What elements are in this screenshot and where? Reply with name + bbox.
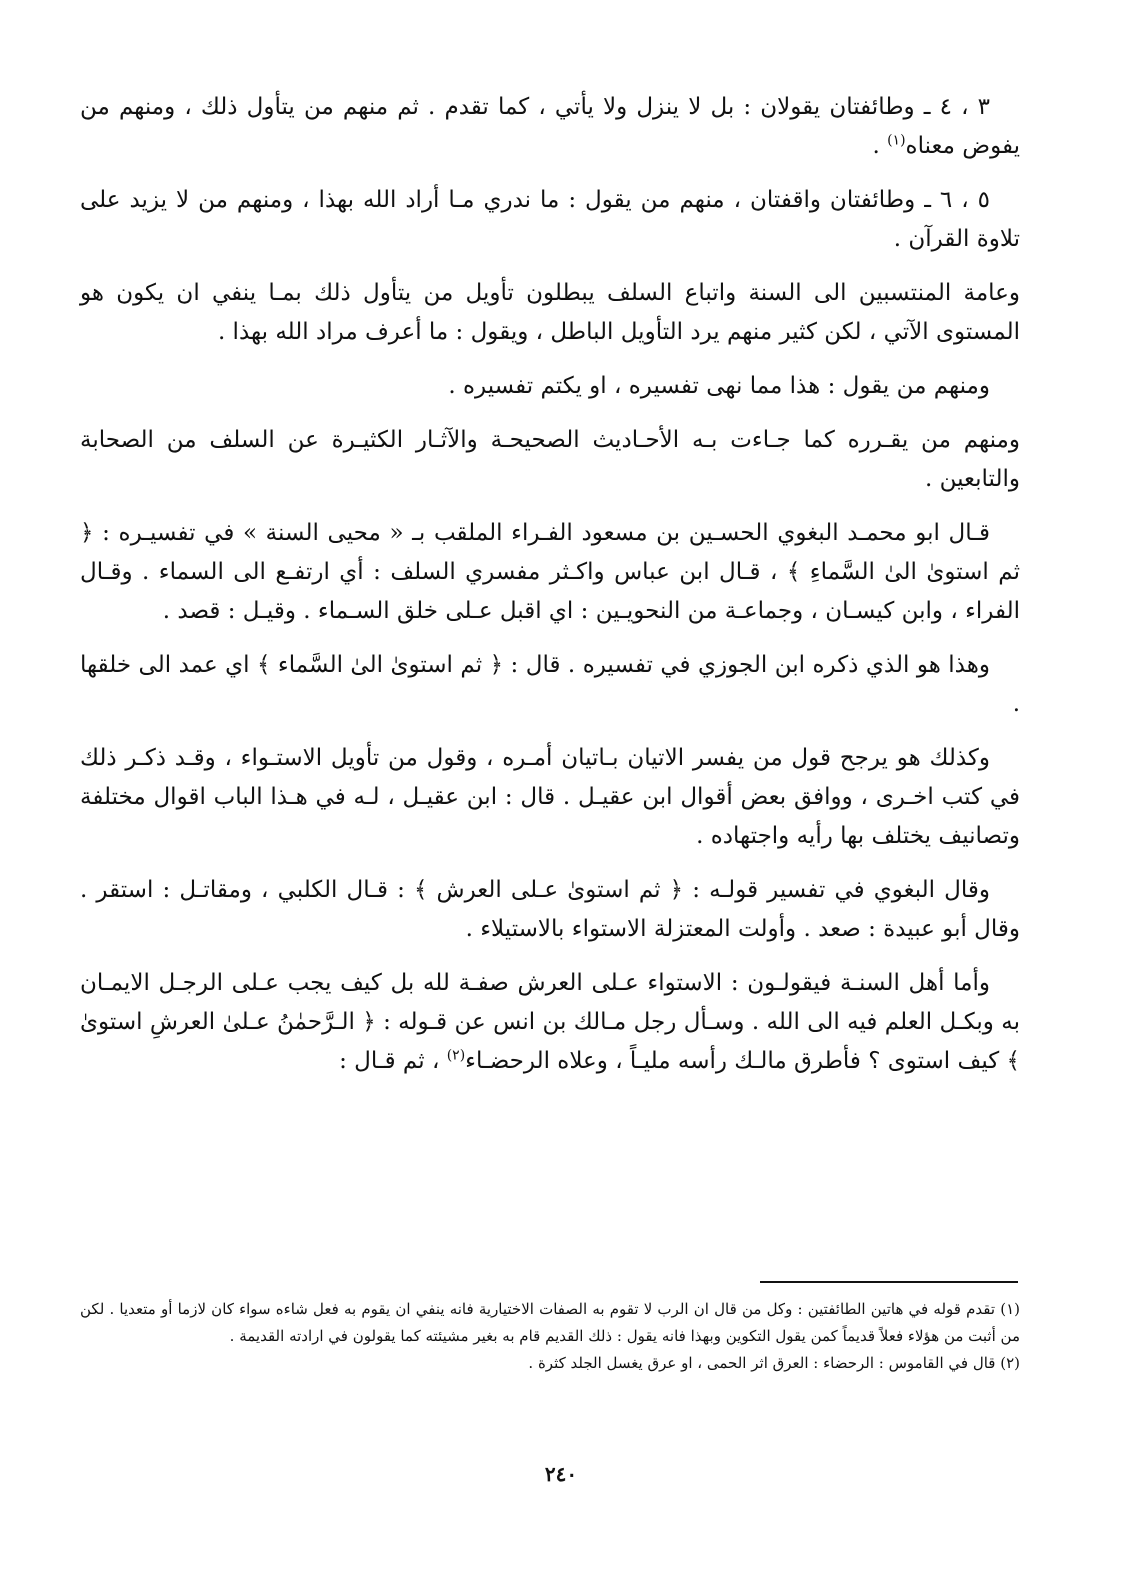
footnote-marker-1[interactable]: (١) — [887, 132, 906, 149]
paragraph-9: وقال البغوي في تفسير قولـه : ﴿ ثم استوىٰ عـلى العرش ﴾ : قـال الكلبي ، ومقاتـل : استقر . وقال أبو عبيدة : صعد . وأولت المعتزلة الاستواء بالاستيلاء . — [80, 877, 1020, 942]
footnote-1: (١) تقدم قوله في هاتين الطائفتين : وكل من قال ان الرب لا تقوم به الصفات الاختيارية فانه ينفي ان يقوم به فعل شاءه سواء كان لازما أو متعديا . لكن من أثبت من هؤلاء فعلاً قديماً كمن يقول التكوين وبهذا فانه يقول : ذلك القديم قام به بغير مشيئته كما يقولون في ارادته القديمة . — [80, 1300, 1020, 1345]
paragraph-text: وأما أهل السنـة فيقولـون : الاستواء عـلى العرش صفـة لله بل كيف يجب عـلى الرجـل الايمـان به وبكـل العلم فيه الى الله . وسـأل رجل مـالك بن انس عن قـوله : ﴿ الـرَّحمٰنُ عـلىٰ العرشِ استوىٰ ﴾ كيف استوى ؟ فأطرق مالـك رأسه مليـاً ، وعلاه الرحضـاء — [80, 970, 1020, 1074]
paragraph-10 — [80, 964, 1020, 1081]
paragraph-text: ٣ ، ٤ ـ وطائفتان يقولان : بل لا ينزل ولا يأتي ، كما تقدم . ثم منهم من يتأول ذلك ، ومنهم من يفوض معناه — [80, 94, 1020, 159]
footnote-divider — [760, 1281, 1018, 1283]
paragraph-8: وكذلك هو يرجح قول من يفسر الاتيان بـاتيان أمـره ، وقول من تأويل الاستـواء ، وقـد ذكـر ذلك في كتب اخـرى ، ووافق بعض أقوال ابن عقيـل . قال : ابن عقيـل ، لـه في هـذا الباب اقوال مختلفة وتصانيف يختلف بها رأيه واجتهاده . — [80, 745, 1020, 849]
footnote-marker-2[interactable]: (٢) — [446, 1047, 466, 1064]
paragraph-tail: ، ثم قـال : — [339, 1048, 447, 1074]
paragraph-6: قـال ابو محمـد البغوي الحسـين بن مسعود الفـراء الملقب بـ « محيى السنة » في تفسيـره : ﴿ ثم استوىٰ الىٰ السَّماءِ ﴾ ، قـال ابن عباس واكـثر مفسري السلف : أي ارتفـع الى السماء . وقـال الفراء ، وابن كيسـان ، وجماعـة من النحويـين : اي اقبل عـلى خلق السـماء . وقيـل : قصد . — [80, 520, 1020, 624]
paragraph-tail: . — [872, 133, 888, 159]
body-text — [80, 88, 1020, 1096]
footnote-2: (٢) قال في القاموس : الرحضاء : العرق اثر الحمى ، او عرق يغسل الجلد كثرة . — [528, 1354, 1020, 1372]
footnotes — [80, 1296, 1020, 1377]
paragraph-5: ومنهم من يقـرره كما جـاءت بـه الأحـاديث الصحيحـة والآثـار الكثيـرة عن السلف من الصحابة والتابعين . — [80, 427, 1020, 492]
page-number: ٢٤٠ — [544, 1462, 578, 1486]
paragraph-1 — [80, 88, 1020, 166]
paragraph-7: وهذا هو الذي ذكره ابن الجوزي في تفسيره . قال : ﴿ ثم استوىٰ الىٰ السَّماء ﴾ اي عمد الى خلقها . — [80, 652, 1020, 717]
paragraph-3: وعامة المنتسبين الى السنة واتباع السلف يبطلون تأويل من يتأول ذلك بمـا ينفي ان يكون هو المستوى الآتي ، لكن كثير منهم يرد التأويل الباطل ، ويقول : ما أعرف مراد الله بهذا . — [80, 280, 1020, 345]
paragraph-2: ٥ ، ٦ ـ وطائفتان واقفتان ، منهم من يقول : ما ندري مـا أراد الله بهذا ، ومنهم من لا يزيد على تلاوة القرآن . — [80, 187, 1020, 252]
paragraph-4: ومنهم من يقول : هذا مما نهى تفسيره ، او يكتم تفسيره . — [448, 373, 990, 399]
